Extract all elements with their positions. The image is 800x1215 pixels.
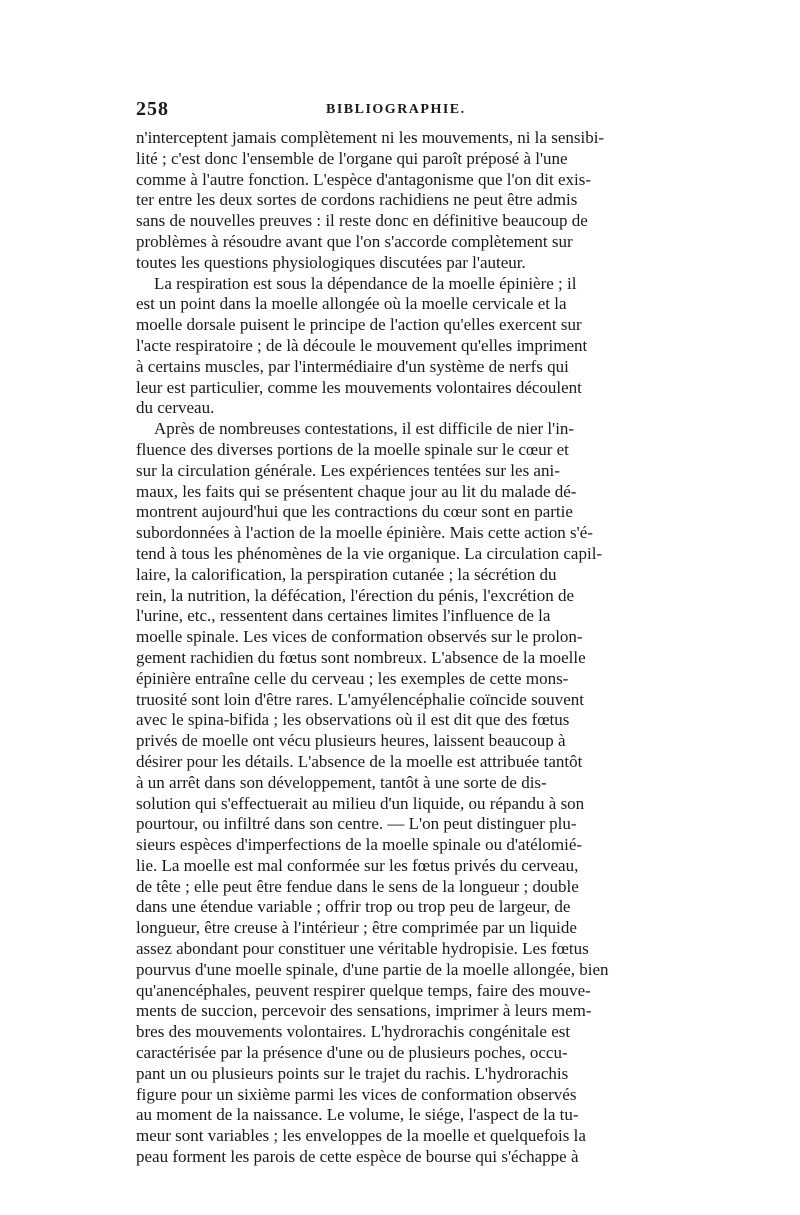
- text-line: qu'anencéphales, peuvent respirer quelque temps, faire des mouve-: [136, 980, 591, 1000]
- text-line: ter entre les deux sortes de cordons rachidiens ne peut être admis: [136, 190, 578, 210]
- text-line: pourvus d'une moelle spinale, d'une partie de la moelle allongée, bien: [136, 959, 609, 979]
- text-line: tend à tous les phénomènes de la vie organique. La circulation capil-: [136, 543, 603, 563]
- text-line: privés de moelle ont vécu plusieurs heures, laissent beaucoup à: [136, 731, 566, 751]
- text-line: à un arrêt dans son développement, tantôt à une sorte de dis-: [136, 772, 547, 792]
- text-line: maux, les faits qui se présentent chaque jour au lit du malade dé-: [136, 481, 577, 501]
- text-line: sieurs espèces d'imperfections de la moelle spinale ou d'atélomié-: [136, 835, 583, 855]
- text-line: pant un ou plusieurs points sur le trajet du rachis. L'hydrorachis: [136, 1063, 569, 1083]
- running-head: [136, 98, 664, 124]
- text-line: assez abondant pour constituer une véritable hydropisie. Les fœtus: [136, 939, 589, 959]
- text-line: épinière entraîne celle du cerveau ; les exemples de cette mons-: [136, 668, 569, 688]
- text-line: montrent aujourd'hui que les contractions du cœur sont en partie: [136, 502, 573, 522]
- paragraph-start-line: La respiration est sous la dépendance de la moelle épinière ; il: [154, 273, 577, 293]
- text-line: au moment de la naissance. Le volume, le siége, l'aspect de la tu-: [136, 1105, 579, 1125]
- text-line: gement rachidien du fœtus sont nombreux. L'absence de la moelle: [136, 647, 586, 667]
- text-line: l'urine, etc., ressentent dans certaines limites l'influence de la: [136, 606, 551, 626]
- text-line: truosité sont loin d'être rares. L'amyélencéphalie coïncide souvent: [136, 689, 584, 709]
- text-line: sur la circulation générale. Les expériences tentées sur les ani-: [136, 460, 560, 480]
- text-line: caractérisée par la présence d'une ou de plusieurs poches, occu-: [136, 1043, 568, 1063]
- text-line: comme à l'autre fonction. L'espèce d'antagonisme que l'on dit exis-: [136, 169, 592, 189]
- text-line: moelle dorsale puisent le principe de l'action qu'elles exercent sur: [136, 315, 582, 335]
- text-line: pourtour, ou infiltré dans son centre. — L'on peut distinguer plu-: [136, 814, 577, 834]
- text-line: laire, la calorification, la perspiration cutanée ; la sécrétion du: [136, 564, 557, 584]
- text-line: avec le spina-bifida ; les observations où il est dit que des fœtus: [136, 710, 570, 730]
- text-line: lité ; c'est donc l'ensemble de l'organe qui paroît préposé à l'une: [136, 148, 568, 168]
- text-line: leur est particulier, comme les mouvements volontaires découlent: [136, 377, 582, 397]
- text-line: du cerveau.: [136, 398, 215, 418]
- text-line: peau forment les parois de cette espèce de bourse qui s'échappe à: [136, 1147, 579, 1167]
- text-line: de tête ; elle peut être fendue dans le sens de la longueur ; double: [136, 876, 579, 896]
- text-line: rein, la nutrition, la défécation, l'érection du pénis, l'excrétion de: [136, 585, 575, 605]
- text-line: toutes les questions physiologiques discutées par l'auteur.: [136, 252, 526, 272]
- body-text: [136, 128, 664, 1168]
- text-line: longueur, être creuse à l'intérieur ; être comprimée par un liquide: [136, 918, 577, 938]
- text-line: n'interceptent jamais complètement ni les mouvements, ni la sensibi-: [136, 128, 605, 147]
- text-line: dans une étendue variable ; offrir trop ou trop peu de largeur, de: [136, 897, 571, 917]
- text-line: problèmes à résoudre avant que l'on s'accorde complètement sur: [136, 231, 573, 251]
- text-line: meur sont variables ; les enveloppes de la moelle et quelquefois la: [136, 1126, 586, 1146]
- text-line: lie. La moelle est mal conformée sur les fœtus privés du cerveau,: [136, 855, 579, 875]
- text-line: subordonnées à l'action de la moelle épinière. Mais cette action s'é-: [136, 523, 593, 543]
- text-line: figure pour un sixième parmi les vices de conformation observés: [136, 1084, 577, 1104]
- text-line: bres des mouvements volontaires. L'hydrorachis congénitale est: [136, 1022, 571, 1042]
- text-line: à certains muscles, par l'intermédiaire d'un système de nerfs qui: [136, 356, 569, 376]
- running-title: BIBLIOGRAPHIE.: [326, 102, 466, 117]
- text-line: moelle spinale. Les vices de conformation observés sur le prolon-: [136, 627, 583, 647]
- text-line: ments de succion, percevoir des sensations, imprimer à leurs mem-: [136, 1001, 592, 1021]
- text-line: fluence des diverses portions de la moelle spinale sur le cœur et: [136, 439, 569, 459]
- text-line: l'acte respiratoire ; de là découle le mouvement qu'elles impriment: [136, 335, 588, 355]
- text-line: solution qui s'effectuerait au milieu d'un liquide, ou répandu à son: [136, 793, 585, 813]
- text-line: désirer pour les détails. L'absence de la moelle est attribuée tantôt: [136, 751, 583, 771]
- text-line: est un point dans la moelle allongée où la moelle cervicale et la: [136, 294, 567, 314]
- text-line: sans de nouvelles preuves : il reste donc en définitive beaucoup de: [136, 211, 588, 231]
- paragraph-start-line: Après de nombreuses contestations, il est difficile de nier l'in-: [154, 419, 575, 439]
- page-number: 258: [136, 98, 169, 120]
